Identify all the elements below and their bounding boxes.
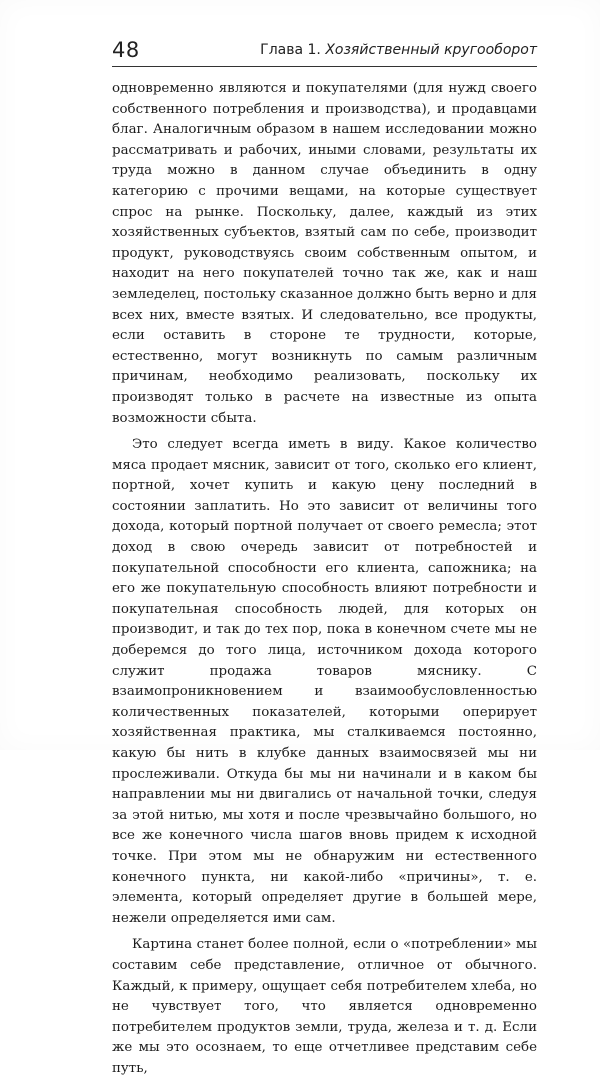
chapter-title: Хозяйственный кругооборот [325,42,537,58]
chapter-label: Глава 1. [260,42,321,58]
page-number: 48 [112,38,140,62]
header-rule [112,66,537,67]
paragraph: Это следует всегда иметь в виду. Какое количество мяса продает мясник, зависит от того, сколько его клиент, портной, хочет купить и какую цену последний в состоянии заплатить. Но это зависит от величины того дохода, который портной получает от своего ремесла; этот доход в свою очередь зависит от потребностей и покупательной способности его клиента, сапожника; на его же покупательную способность влияют потребности и покупательная способность людей, для которых он производит, и так до тех пор, пока в конечном счете мы не доберемся до того лица, источником дохода которого служит продажа товаров мяснику. С взаимопроникновением и взаимообусловленностью количественных показателей, которыми оперирует хозяйственная практика, мы сталкиваемся постоянно, какую бы нить в клубке данных взаимосвязей мы ни прослеживали. Откуда бы мы ни начинали и в каком бы направлении мы ни двигались от начальной точки, следуя за этой нитью, мы хотя и после чрезвычайно большого, но все же конечного числа шагов вновь придем к исходной точке. При этом мы не обнаружим ни естественного конечного пункта, ни какой-либо «причины», т. е. элемента, который определяет другие в большей мере, нежели определяется ими сам. [112,437,537,926]
body-text [112,79,537,1086]
running-head [260,42,537,58]
paragraph: одновременно являются и покупателями (для нужд своего собственного потребления и производства), и продавцами благ. Аналогичным образом в нашем исследовании можно рассматривать и рабочих, иными словами, результаты их труда можно в данном случае объединить в одну категорию с прочими вещами, на которые существует спрос на рынке. Поскольку, далее, каждый из этих хозяйственных субъектов, взятый сам по себе, производит продукт, руководствуясь своим собственным опытом, и находит на него покупателей точно так же, как и наш земледелец, постольку сказанное должно быть верно и для всех них, вместе взятых. И следовательно, все продукты, если оставить в стороне те трудности, которые, естественно, могут возникнуть по самым различным причинам, необходимо реализовать, поскольку их производят только в расчете на известные из опыта возможности сбыта. [112,81,537,426]
running-header [112,38,537,64]
paragraph: Картина станет более полной, если о «потреблении» мы составим себе представление, отличное от обычного. Каждый, к примеру, ощущает себя потребителем хлеба, но не чувствует того, что является одновременно потребителем продуктов земли, труда, железа и т. д. Если же мы это осознаем, то еще отчетливее представим себе путь, [112,937,537,1076]
